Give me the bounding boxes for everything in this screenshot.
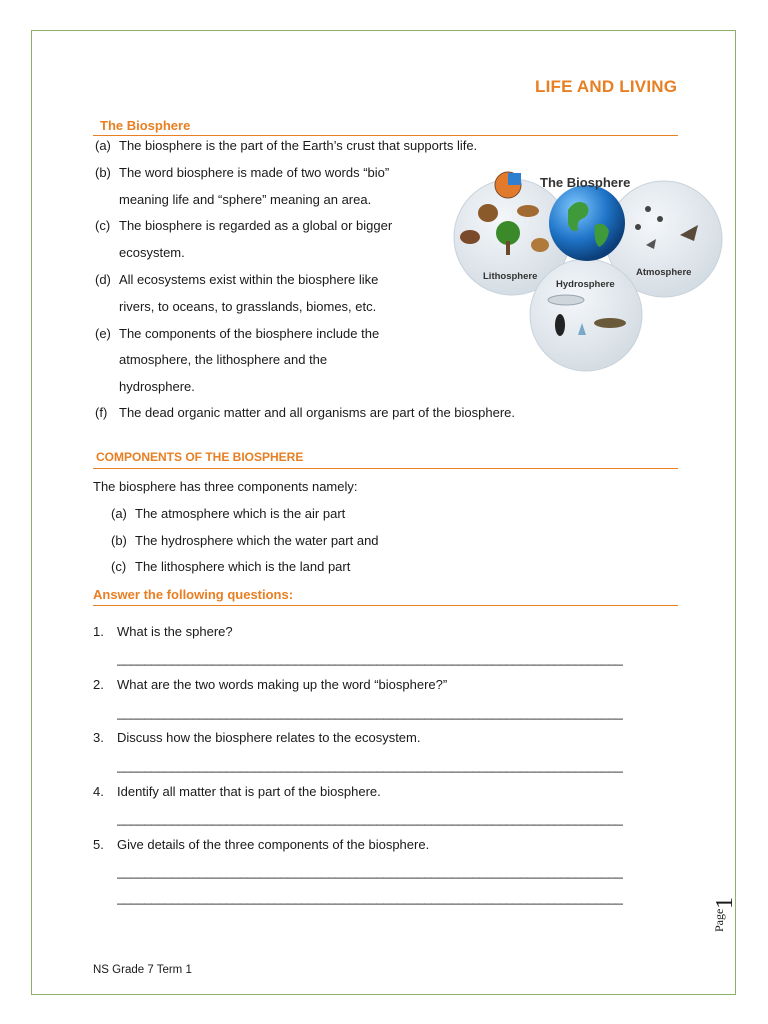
boar-icon	[460, 230, 480, 244]
item-label: (f)	[95, 405, 108, 420]
whale-icon	[548, 295, 584, 305]
questions-heading-rule	[93, 605, 678, 606]
crocodile-icon	[594, 318, 626, 328]
question-2	[93, 677, 447, 693]
footer-text: NS Grade 7 Term 1	[93, 964, 192, 976]
hydrosphere-label: Hydrosphere	[556, 279, 615, 290]
page-title: LIFE AND LIVING	[535, 77, 678, 96]
question-4	[93, 784, 381, 800]
insect-icon	[635, 224, 641, 230]
biosphere-item-d	[95, 272, 378, 288]
insect-icon	[657, 216, 663, 222]
biosphere-item-f	[95, 405, 515, 421]
page-label: Page	[712, 908, 726, 932]
question-3	[93, 730, 420, 746]
biosphere-heading: The Biosphere	[100, 118, 191, 133]
answer-line-5a[interactable]: __________________________________________________________________________	[117, 864, 623, 879]
question-text: What is the sphere?	[117, 624, 233, 639]
question-number: 4.	[93, 784, 104, 799]
lithosphere-label: Lithosphere	[483, 271, 538, 282]
item-text: The biosphere is the part of the Earth’s crust that supports life.	[119, 138, 478, 153]
answer-line-4[interactable]: __________________________________________________________________________	[117, 811, 623, 826]
lion-icon	[478, 204, 498, 222]
biosphere-item-c	[95, 218, 392, 234]
camel-icon	[517, 205, 539, 217]
item-label: (a)	[111, 506, 127, 521]
biosphere-item-a	[95, 138, 477, 154]
biosphere-illustration	[450, 165, 726, 375]
answer-line-2[interactable]: __________________________________________________________________________	[117, 705, 623, 720]
hydrosphere-circle	[530, 259, 642, 371]
biosphere-item-e	[95, 326, 379, 342]
biosphere-item-c-cont: ecosystem.	[119, 245, 185, 260]
question-text: Discuss how the biosphere relates to the ecosystem.	[117, 730, 421, 745]
item-text: The word biosphere is made of two words “bio”	[119, 165, 390, 180]
component-item-a	[111, 506, 345, 522]
item-text: All ecosystems exist within the biosphere like	[119, 272, 379, 287]
components-intro: The biosphere has three components namely:	[93, 479, 358, 494]
components-heading: COMPONENTS OF THE BIOSPHERE	[96, 450, 304, 464]
biosphere-item-d-cont: rivers, to oceans, to grasslands, biomes, etc.	[119, 299, 377, 314]
question-number: 5.	[93, 837, 104, 852]
question-number: 2.	[93, 677, 104, 692]
questions-heading: Answer the following questions:	[93, 587, 294, 602]
biosphere-item-b-cont: meaning life and “sphere” meaning an area.	[119, 192, 372, 207]
question-text: Identify all matter that is part of the biosphere.	[117, 784, 381, 799]
answer-line-1[interactable]: __________________________________________________________________________	[117, 651, 623, 666]
item-text: The atmosphere which is the air part	[135, 506, 346, 521]
answer-line-3[interactable]: __________________________________________________________________________	[117, 758, 623, 773]
question-1	[93, 624, 233, 640]
item-label: (e)	[95, 326, 111, 341]
answer-line-5b[interactable]: __________________________________________________________________________	[117, 890, 623, 905]
item-text: The lithosphere which is the land part	[135, 559, 351, 574]
tree-trunk	[506, 241, 510, 255]
earth-layers-cutout	[508, 173, 521, 185]
item-label: (c)	[95, 218, 111, 233]
deer-icon	[531, 238, 549, 252]
item-label: (d)	[95, 272, 111, 287]
biosphere-item-e-cont1: atmosphere, the lithosphere and the	[119, 352, 328, 367]
question-text: What are the two words making up the word “biosphere?”	[117, 677, 448, 692]
biosphere-heading-rule	[93, 135, 678, 136]
biosphere-item-b	[95, 165, 389, 181]
item-text: The dead organic matter and all organisms are part of the biosphere.	[119, 405, 516, 420]
component-item-c	[111, 559, 350, 575]
question-text: Give details of the three components of the biosphere.	[117, 837, 430, 852]
biosphere-item-e-cont2: hydrosphere.	[119, 379, 195, 394]
question-5	[93, 837, 429, 853]
question-number: 1.	[93, 624, 104, 639]
question-number: 3.	[93, 730, 104, 745]
item-label: (b)	[95, 165, 111, 180]
item-label: (b)	[111, 533, 127, 548]
page-number: 1	[712, 897, 738, 909]
globe-icon	[549, 185, 625, 261]
atmosphere-label: Atmosphere	[636, 267, 692, 278]
insect-icon	[645, 206, 651, 212]
item-label: (c)	[111, 559, 127, 574]
item-text: The hydrosphere which the water part and	[135, 533, 379, 548]
components-heading-rule	[93, 468, 678, 469]
illustration-title: The Biosphere	[540, 175, 631, 190]
component-item-b	[111, 533, 379, 549]
item-label: (a)	[95, 138, 111, 153]
item-text: The components of the biosphere include the	[119, 326, 380, 341]
item-text: The biosphere is regarded as a global or bigger	[119, 218, 393, 233]
penguin-icon	[555, 314, 565, 336]
